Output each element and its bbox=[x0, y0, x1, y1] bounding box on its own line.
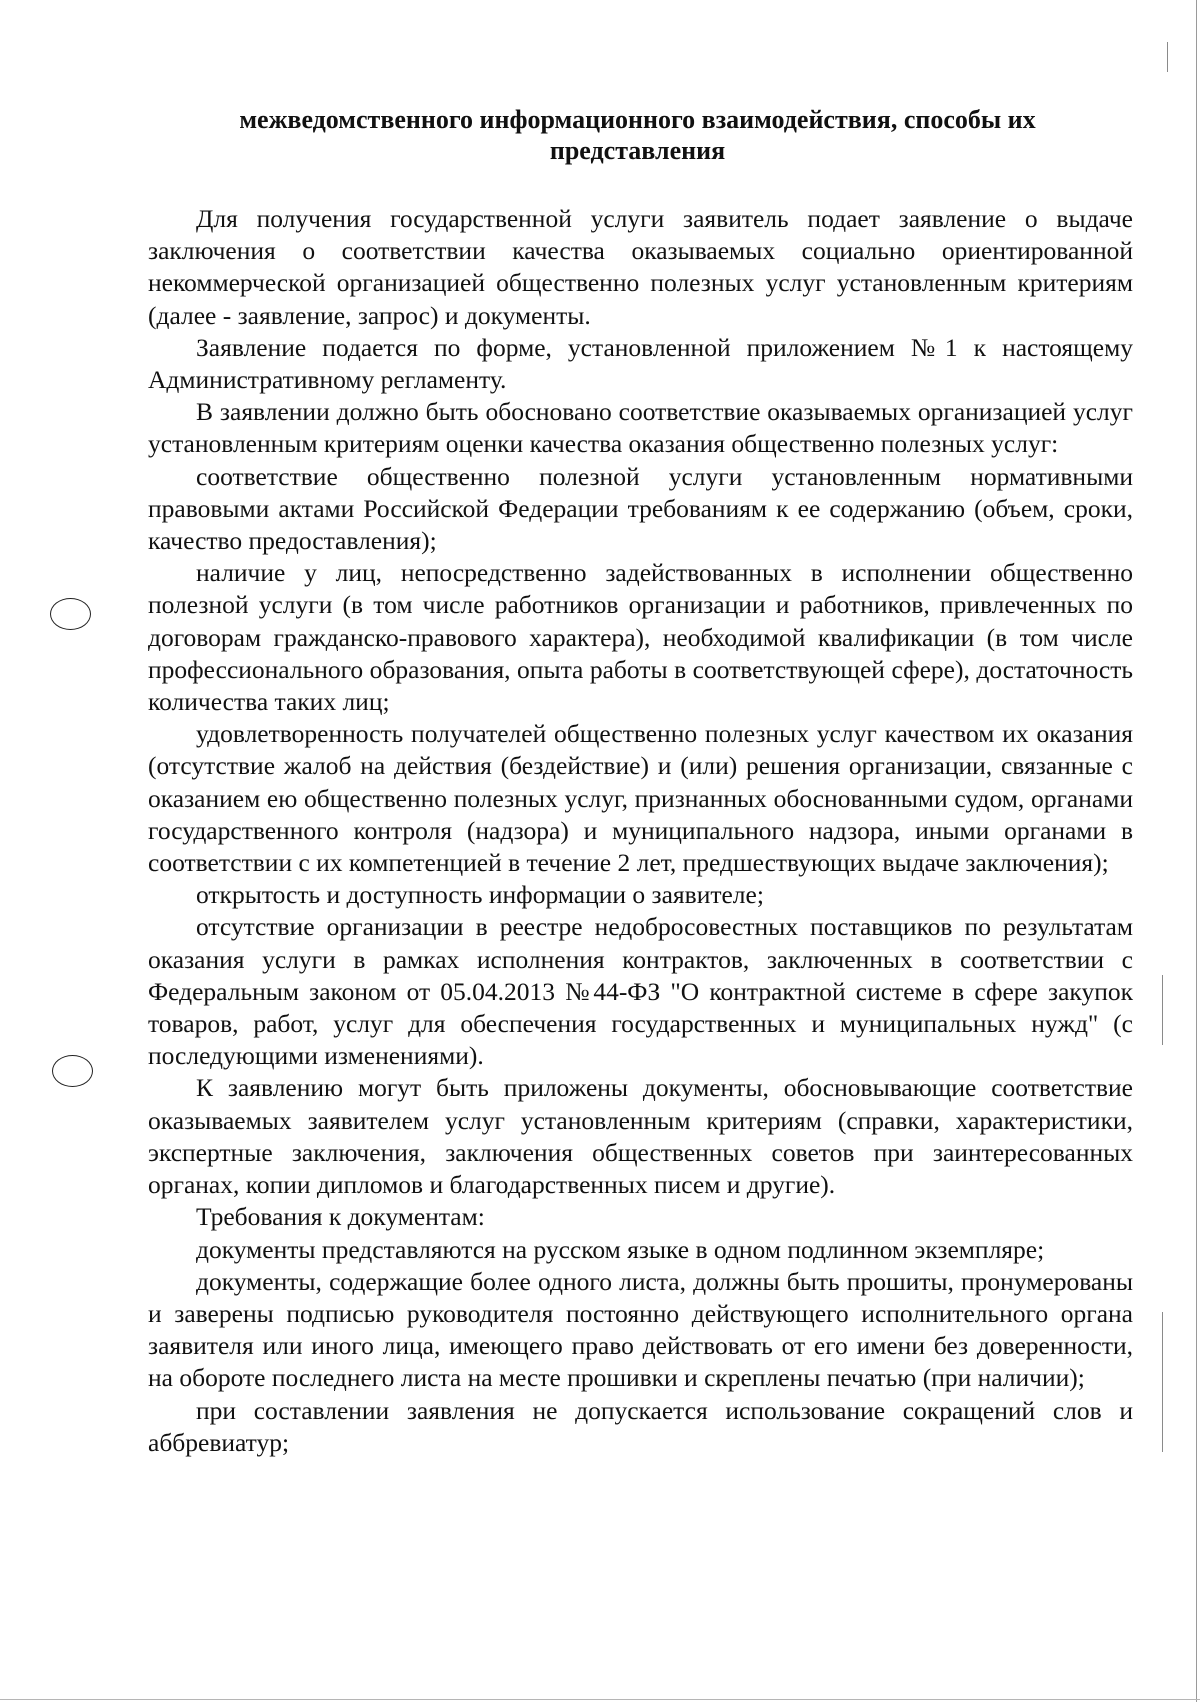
section-heading bbox=[140, 104, 1135, 166]
paragraph: Для получения государственной услуги заявитель подает заявление о выдаче заключения о соответствии качества оказываемых социально ориентированной некоммерческой организацией общественно полезных услуг установленным критериям (далее - заявление, запрос) и документы. bbox=[148, 204, 1133, 330]
scan-mark bbox=[1162, 975, 1163, 1045]
paragraph: соответствие общественно полезной услуги установленным нормативными правовыми актами Российской Федерации требованиям к ее содержанию (объем, сроки, качество предоставления); bbox=[148, 461, 1133, 556]
punch-hole bbox=[50, 598, 91, 630]
scan-mark bbox=[1167, 42, 1168, 72]
document-body bbox=[148, 203, 1133, 1459]
paragraph: наличие у лиц, непосредственно задействованных в исполнении общественно полезной услуги (в том числе работников организации и работников, привлеченных по договорам гражданско-правового характера), необходимой квалификации (в том числе профессионального образования, опыта работы в соответствующей сфере), достаточность количества таких лиц; bbox=[148, 558, 1133, 717]
paragraph: Требования к документам: bbox=[196, 1202, 485, 1232]
heading-line-2: представления bbox=[549, 136, 726, 165]
page-edge-bottom bbox=[0, 1699, 1200, 1700]
paragraph: Заявление подается по форме, установленной приложением №1 к настоящему Административному регламенту. bbox=[148, 332, 1133, 395]
paragraph: документы, содержащие более одного листа, должны быть прошиты, пронумерованы и заверены подписью руководителя постоянно действующего исполнительного органа заявителя или иного лица, имеющего право действовать от его имени без доверенности, на обороте последнего листа на месте прошивки и скреплены печатью (при наличии); bbox=[148, 1266, 1133, 1393]
paragraph: удовлетворенность получателей общественно полезных услуг качеством их оказания (отсутствие жалоб на действия (бездействие) и (или) решения организации, связанные с оказанием ею общественно полезных услуг, признанных обоснованными судом, органами государственного контроля (надзора) и муниципального надзора, иными органами в соответствии с их компетенцией в течение 2 лет, предшествующих выдаче заключения); bbox=[148, 719, 1133, 878]
paragraph: К заявлению могут быть приложены документы, обосновывающие соответствие оказываемых заявителем услуг установленным критериям (справки, характеристики, экспертные заключения, заключения общественных советов при заинтересованных органах, копии дипломов и благодарственных писем и другие). bbox=[148, 1073, 1133, 1200]
punch-hole bbox=[52, 1055, 93, 1087]
scan-mark bbox=[1162, 1312, 1163, 1452]
paragraph: открытость и доступность информации о заявителе; bbox=[196, 880, 764, 910]
paragraph: при составлении заявления не допускается использование сокращений слов и аббревиатур; bbox=[148, 1395, 1133, 1457]
paragraph: В заявлении должно быть обосновано соответствие оказываемых организацией услуг установленным критериям оценки качества оказания общественно полезных услуг: bbox=[148, 397, 1133, 459]
page-edge-right bbox=[1196, 0, 1197, 1702]
paragraph: отсутствие организации в реестре недобросовестных поставщиков по результатам оказания услуги в рамках исполнения контрактов, заключенных в соответствии с Федеральным законом от 05.04.2013 №44-ФЗ "О контрактной системе в сфере закупок товаров, работ, услуг для обеспечения государственных и муниципальных нужд" (с последующими изменениями). bbox=[148, 912, 1133, 1071]
paragraph: документы представляются на русском языке в одном подлинном экземпляре; bbox=[196, 1234, 1045, 1264]
heading-line-1: межведомственного информационного взаимодействия, способы их bbox=[239, 105, 1036, 134]
